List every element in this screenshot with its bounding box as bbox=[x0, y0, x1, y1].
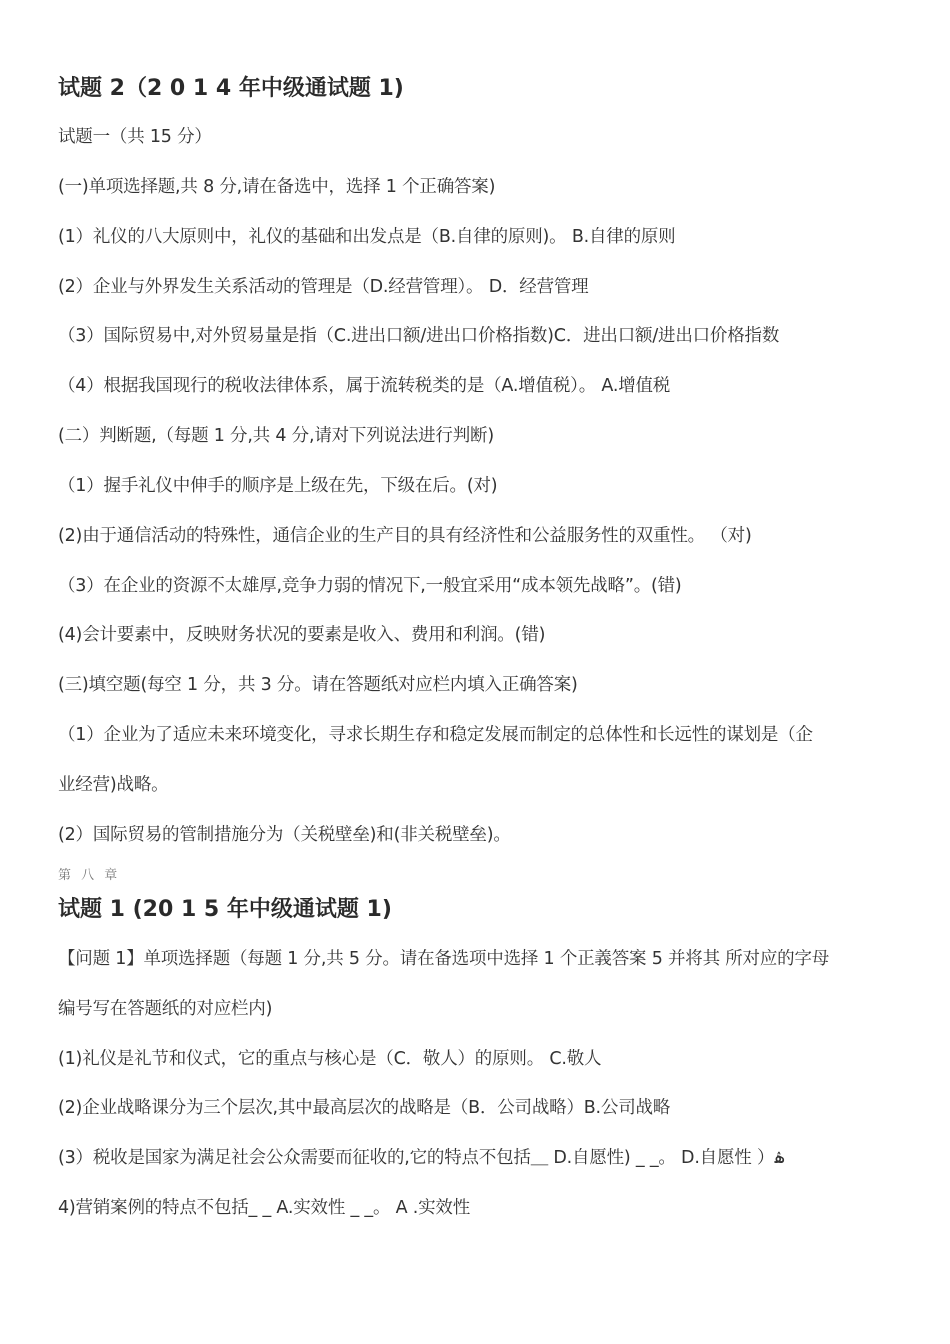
text-line: （1）握手礼仪中伸手的顺序是上级在先，下级在后。(对) bbox=[58, 476, 498, 496]
section-title: 试题 2（2 0 1 4 年中级通试题 1) bbox=[58, 76, 404, 101]
text-line: (2)企业战略课分为三个层次,其中最高层次的战略是（B．公司战略）B.公司战略 bbox=[58, 1098, 671, 1118]
text-line: (2）国际贸易的管制措施分为（关税壁垒)和(非关税壁垒)。 bbox=[58, 825, 511, 845]
text-line: (1）礼仪的八大原则中，礼仪的基础和出发点是（B.自律的原则)。 B.自律的原则 bbox=[58, 227, 676, 247]
text-line: (4)会计要素中，反映财务状况的要素是收入、费用和利润。(错) bbox=[58, 625, 546, 645]
text-line: 编号写在答题纸的对应栏内) bbox=[58, 999, 273, 1019]
text-line: (3）税收是国家为满足社会公众需要而征收的,它的特点不包括＿ D.自愿性) _ _。 D.自愿性 ）ۿ bbox=[58, 1148, 785, 1168]
text-line: （3）国际贸易中,对外贸易量是指（C.进出口额/进出口价格指数)C．进出口额/进出口价格指数 bbox=[58, 326, 780, 346]
text-line: (三)填空题(每空 1 分，共 3 分。请在答题纸对应栏内填入正确答案) bbox=[58, 675, 578, 695]
text-line: （3）在企业的资源不太雄厚,竞争力弱的情况下,一般宜采用“成本领先战略”。(错) bbox=[58, 576, 682, 596]
text-line: (2）企业与外界发生关系活动的管理是（D.经营管理）。 D．经营管理 bbox=[58, 277, 589, 297]
text-line: 4)营销案例的特点不包括_ _ A.实效性 _ _。 A .实效性 bbox=[58, 1198, 470, 1218]
text-line: (一)单项选择题,共 8 分,请在备选中，选择 1 个正确答案) bbox=[58, 177, 496, 197]
text-line: (2)由于通信活动的特殊性，通信企业的生产目的具有经济性和公益服务性的双重性。 （对) bbox=[58, 526, 752, 546]
text-line: （1）企业为了适应未来环境变化，寻求长期生存和稳定发展而制定的总体性和长远性的谋划是（企 bbox=[58, 725, 813, 745]
text-line: (二）判断题,（每题 1 分,共 4 分,请对下列说法进行判断) bbox=[58, 426, 494, 446]
section-title: 试题 1 (20 1 5 年中级通试题 1) bbox=[58, 897, 392, 922]
text-line: 试题一（共 15 分） bbox=[58, 127, 212, 147]
text-line: 业经营)战略。 bbox=[58, 775, 169, 795]
chapter-label: 第 八 章 bbox=[58, 868, 121, 883]
text-line: （4）根据我国现行的税收法律体系，属于流转税类的是（A.增值税）。 A.增值税 bbox=[58, 376, 671, 396]
text-line: (1)礼仪是礼节和仪式，它的重点与核心是（C．敬人）的原则。 C.敬人 bbox=[58, 1049, 602, 1069]
text-line: 【问题 1】单项选择题（每题 1 分,共 5 分。请在备选项中选择 1 个正義答案 5 并将其 所对应的字母 bbox=[58, 949, 830, 969]
